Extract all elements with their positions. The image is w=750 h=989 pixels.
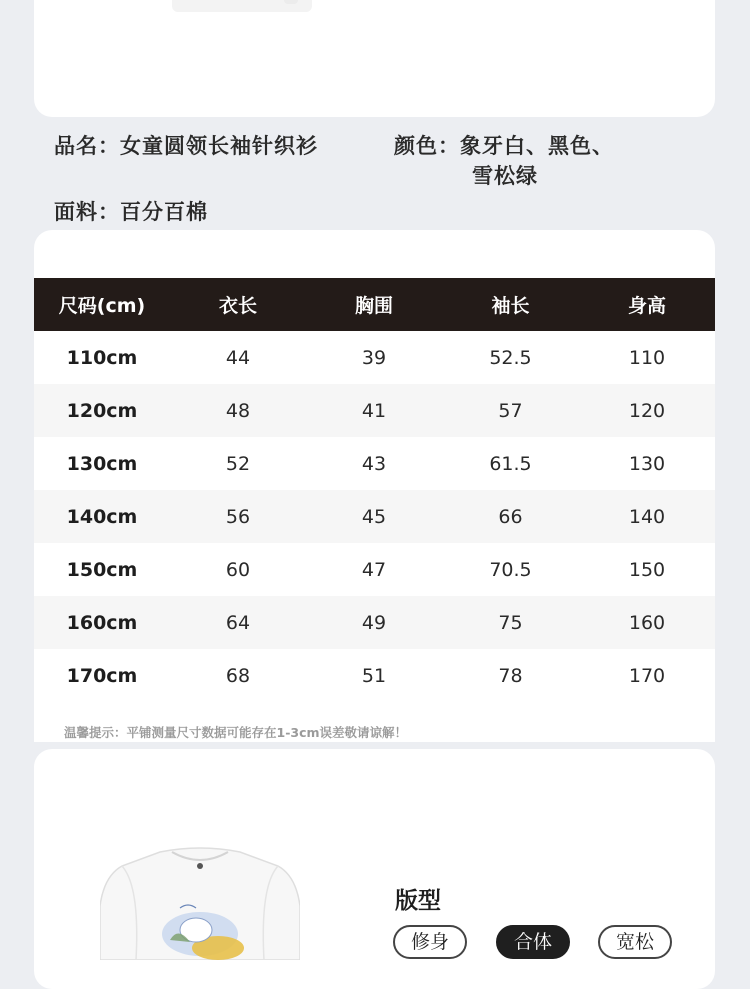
cell-length: 48 [170, 384, 306, 437]
header-chest: 胸围 [306, 278, 442, 331]
fit-title: 版型 [395, 888, 441, 914]
product-name [54, 130, 318, 160]
cell-sleeve: 75 [442, 596, 579, 649]
table-row [34, 490, 715, 543]
cell-length: 52 [170, 437, 306, 490]
cell-length: 44 [170, 331, 306, 384]
cell-sleeve: 61.5 [442, 437, 579, 490]
product-fabric-label: 面料： [54, 200, 120, 224]
fit-option-loose[interactable]: 宽松 [598, 925, 672, 959]
cell-chest: 51 [306, 649, 442, 702]
fit-option-slim[interactable]: 修身 [393, 925, 467, 959]
cell-height: 150 [579, 543, 715, 596]
product-color-value-line2: 雪松绿 [472, 164, 538, 188]
table-row [34, 331, 715, 384]
product-color [394, 130, 614, 160]
cell-size: 120cm [34, 384, 170, 437]
product-fabric [54, 196, 208, 226]
product-image-card [34, 0, 715, 117]
cell-chest: 43 [306, 437, 442, 490]
cell-chest: 39 [306, 331, 442, 384]
header-size: 尺码(cm) [34, 278, 170, 331]
fit-option-regular[interactable]: 合体 [496, 925, 570, 959]
size-table-header [34, 278, 715, 331]
table-row [34, 543, 715, 596]
product-color-label: 颜色： [394, 134, 460, 158]
product-name-value: 女童圆领长袖针织衫 [120, 134, 318, 158]
shirt-illustration [100, 846, 300, 960]
cell-length: 64 [170, 596, 306, 649]
cell-height: 120 [579, 384, 715, 437]
header-sleeve: 袖长 [442, 278, 579, 331]
table-row [34, 649, 715, 702]
cell-height: 170 [579, 649, 715, 702]
cell-height: 160 [579, 596, 715, 649]
table-row [34, 384, 715, 437]
cell-height: 110 [579, 331, 715, 384]
cell-sleeve: 78 [442, 649, 579, 702]
header-length: 衣长 [170, 278, 306, 331]
table-row [34, 437, 715, 490]
cell-size: 130cm [34, 437, 170, 490]
product-name-label: 品名： [54, 134, 120, 158]
cell-size: 110cm [34, 331, 170, 384]
cell-height: 140 [579, 490, 715, 543]
size-table [34, 278, 715, 702]
cell-length: 60 [170, 543, 306, 596]
cell-sleeve: 66 [442, 490, 579, 543]
table-row [34, 596, 715, 649]
measurement-tip: 温馨提示：平铺测量尺寸数据可能存在1-3cm误差敬请谅解！ [64, 725, 408, 740]
cell-sleeve: 70.5 [442, 543, 579, 596]
cell-size: 160cm [34, 596, 170, 649]
cell-size: 150cm [34, 543, 170, 596]
header-height: 身高 [579, 278, 715, 331]
cell-height: 130 [579, 437, 715, 490]
product-color-value: 象牙白、黑色、 [460, 134, 614, 158]
cell-sleeve: 57 [442, 384, 579, 437]
cell-length: 68 [170, 649, 306, 702]
cell-chest: 45 [306, 490, 442, 543]
cell-size: 170cm [34, 649, 170, 702]
cell-sleeve: 52.5 [442, 331, 579, 384]
cell-chest: 47 [306, 543, 442, 596]
cell-chest: 49 [306, 596, 442, 649]
cell-size: 140cm [34, 490, 170, 543]
shirt-image-edge-2 [284, 0, 298, 4]
cell-chest: 41 [306, 384, 442, 437]
product-fabric-value: 百分百棉 [120, 200, 208, 224]
cell-length: 56 [170, 490, 306, 543]
